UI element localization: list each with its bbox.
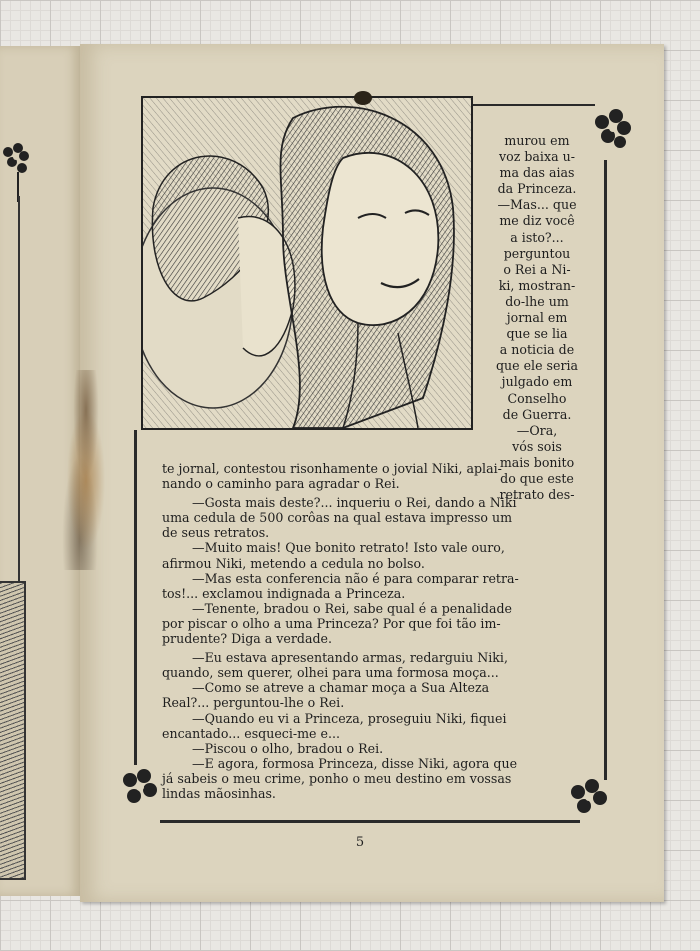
- body-line: —E agora, formosa Princeza, disse Niki, agora que: [192, 755, 518, 771]
- body-line: —Como se atreve a chamar moça a Sua Alteza: [192, 680, 490, 696]
- side-column-line: que ele seria: [495, 358, 579, 374]
- side-column-line: —Mas... que: [497, 197, 577, 213]
- body-text: [162, 461, 602, 801]
- body-line: tos!... exclamou indignada a Princeza.: [162, 585, 406, 601]
- side-column-line: Conselho: [507, 390, 567, 406]
- body-line: encantado... esqueci-me e...: [162, 725, 340, 741]
- side-column-line: perguntou: [503, 245, 571, 261]
- side-column-text: [478, 133, 596, 503]
- body-line: —Tenente, bradou o Rei, sabe qual é a penalidade: [192, 600, 513, 616]
- body-line: já sabeis o meu crime, ponho o meu destino em vossas: [162, 770, 512, 786]
- side-column-line: retrato des-: [499, 487, 575, 503]
- body-line: prudente? Diga a verdade.: [162, 631, 332, 647]
- left-page-illustration-fragment: [0, 581, 26, 880]
- body-line: te jornal, contestou risonhamente o jovial Niki, aplai-: [162, 461, 502, 476]
- side-column-line: vós sois: [512, 438, 562, 454]
- body-line: de seus retratos.: [162, 525, 270, 541]
- binding-stain: [56, 370, 116, 570]
- side-column-line: da Princeza.: [497, 181, 577, 197]
- flower-ornament-icon: [590, 108, 634, 152]
- body-line: —Quando eu vi a Princeza, proseguiu Niki, fiquei: [192, 710, 507, 726]
- frame-rule-right: [604, 160, 607, 780]
- body-line: lindas mãosinhas.: [162, 785, 276, 801]
- side-column-line: ki, mostran-: [498, 277, 576, 293]
- body-line: —Eu estava apresentando armas, redarguiu Niki,: [192, 650, 508, 666]
- body-line: Real?... perguntou-lhe o Rei.: [162, 695, 345, 711]
- side-column-line: ma das aias: [499, 165, 575, 181]
- flower-ornament-icon: [0, 142, 34, 202]
- body-line: afirmou Niki, metendo a cedula no bolso.: [162, 555, 425, 571]
- side-column-line: a isto?...: [510, 229, 564, 245]
- body-line: por piscar o olho a uma Princeza? Por que foi tão im-: [162, 615, 501, 631]
- side-column-line: do-lhe um: [505, 293, 569, 309]
- frame-rule-top: [470, 104, 595, 106]
- side-column-line: jornal em: [506, 310, 568, 326]
- two-women-illustration: [141, 96, 473, 430]
- side-column-line: murou em: [504, 133, 570, 148]
- side-column-line: de Guerra.: [502, 406, 572, 422]
- body-line: quando, sem querer, olhei para uma formosa moça...: [162, 665, 499, 681]
- side-column-line: que se lia: [506, 326, 568, 342]
- side-column-line: voz baixa u-: [499, 149, 575, 165]
- frame-rule-bottom: [160, 820, 580, 823]
- side-column-line: o Rei a Ni-: [503, 261, 571, 277]
- frame-rule-left: [134, 430, 137, 765]
- body-line: uma cedula de 500 corôas na qual estava impresso um: [162, 510, 513, 526]
- flower-ornament-icon: [118, 766, 162, 810]
- side-column-line: do que este: [500, 470, 574, 486]
- page-hole: [354, 91, 372, 105]
- side-column-line: —Ora,: [516, 422, 558, 438]
- body-line: —Muito mais! Que bonito retrato! Isto vale ouro,: [192, 540, 505, 556]
- page-number: 5: [355, 835, 365, 850]
- body-line: nando o caminho para agradar o Rei.: [162, 476, 400, 492]
- side-column-line: me diz você: [499, 213, 575, 229]
- body-line: —Piscou o olho, bradou o Rei.: [192, 740, 384, 756]
- body-line: —Mas esta conferencia não é para comparar retra-: [192, 570, 519, 586]
- side-column-line: a noticia de: [499, 342, 575, 358]
- side-column-line: mais bonito: [499, 454, 575, 470]
- side-column-line: julgado em: [501, 374, 573, 390]
- body-line: —Gosta mais deste?... inqueriu o Rei, dando a Niki: [192, 495, 517, 511]
